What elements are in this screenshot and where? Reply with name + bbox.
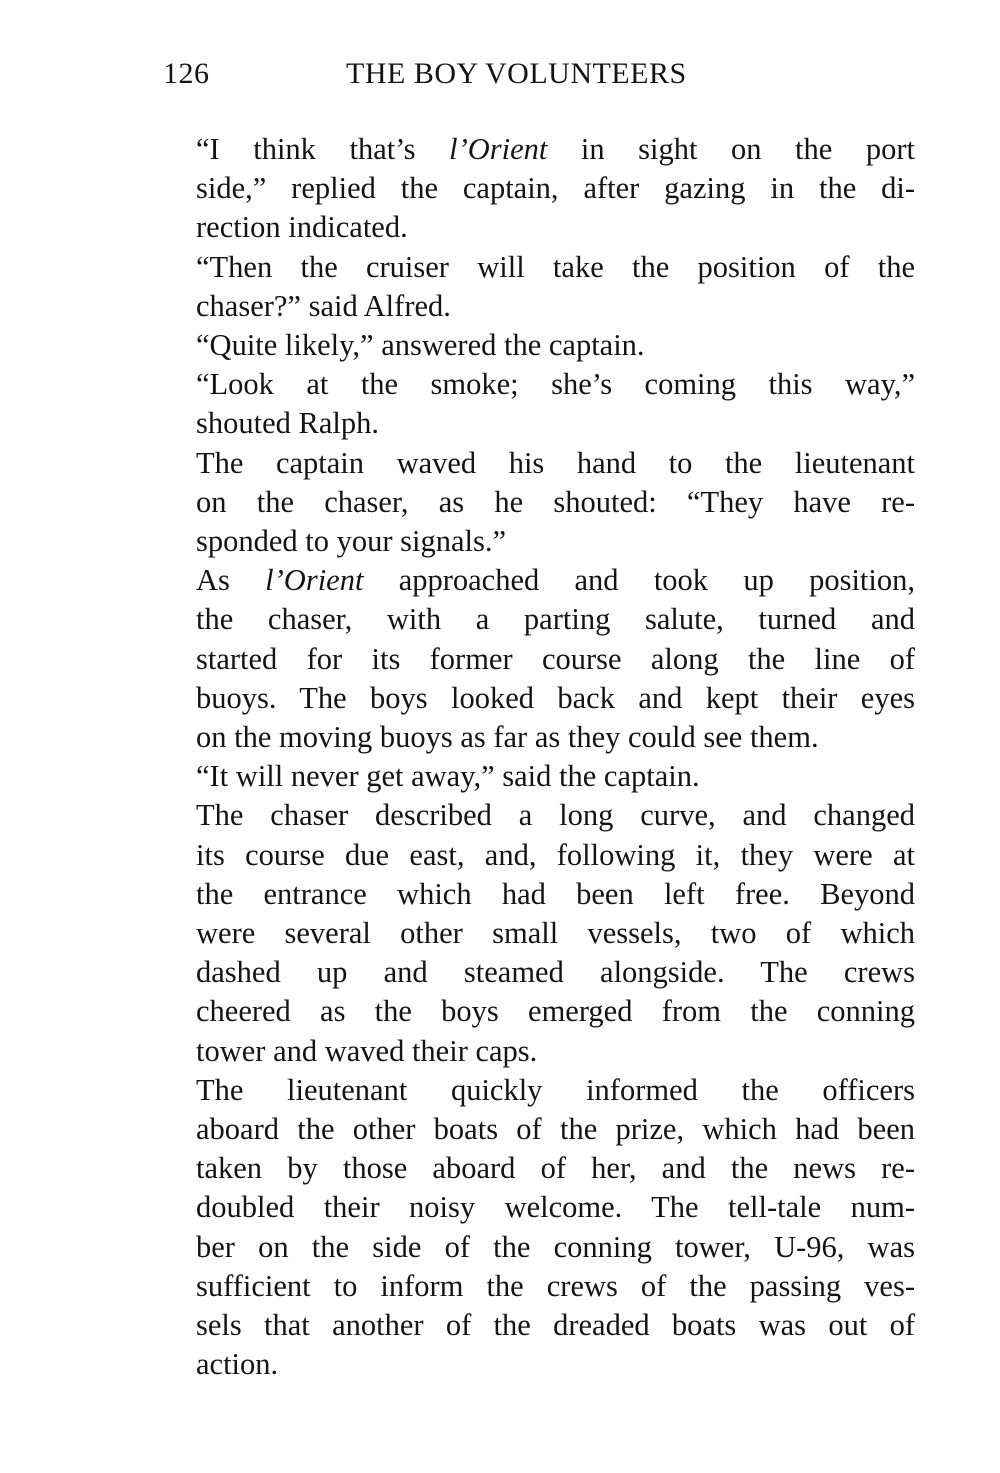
- text-line: The lieutenant quickly informed the officers: [196, 1072, 915, 1107]
- paragraph: [160, 1071, 915, 1385]
- text-line: were several other small vessels, two of which: [196, 916, 915, 951]
- text-line: tower and waved their caps.: [196, 1033, 538, 1068]
- text-line: on the moving buoys as far as they could see them.: [196, 720, 819, 755]
- book-page: [160, 52, 915, 1385]
- text-line: chaser?” said Alfred.: [196, 288, 451, 323]
- text-line: sponded to your signals.”: [196, 524, 507, 559]
- paragraph: [160, 326, 915, 365]
- paragraph: [160, 248, 915, 326]
- paragraph: [160, 130, 915, 248]
- text-line: “Look at the smoke; she’s coming this way,”: [196, 367, 915, 402]
- text-line: sels that another of the dreaded boats was out of: [196, 1308, 915, 1343]
- text-line: “Quite likely,” answered the captain.: [196, 328, 645, 363]
- running-title: THE BOY VOLUNTEERS: [346, 57, 687, 90]
- text-line: action.: [196, 1347, 279, 1382]
- text-line: the entrance which had been left free. Beyond: [196, 876, 915, 911]
- paragraph: [160, 444, 915, 562]
- text-line: taken by those aboard of her, and the news re-: [196, 1151, 915, 1186]
- text-line: The captain waved his hand to the lieutenant: [196, 445, 915, 480]
- paragraph: [160, 561, 915, 757]
- text-line: “It will never get away,” said the captain.: [196, 759, 700, 794]
- text-line: doubled their noisy welcome. The tell-tale num-: [196, 1190, 915, 1225]
- text-line: rection indicated.: [196, 210, 408, 245]
- body-text: [160, 130, 915, 1385]
- paragraph: [160, 757, 915, 796]
- text-line: started for its former course along the line of: [196, 641, 915, 676]
- text-line: aboard the other boats of the prize, which had been: [196, 1112, 915, 1147]
- text-line: buoys. The boys looked back and kept their eyes: [196, 680, 915, 715]
- text-line: the chaser, with a parting salute, turned and: [196, 602, 915, 637]
- text-line: side,” replied the captain, after gazing in the di-: [196, 171, 915, 206]
- text-line: ber on the side of the conning tower, U-96, was: [196, 1229, 915, 1264]
- text-line: its course due east, and, following it, they were at: [196, 837, 915, 872]
- paragraph: [160, 365, 915, 443]
- text-line: shouted Ralph.: [196, 406, 379, 441]
- italic-ship-name: l’Orient: [265, 563, 364, 598]
- page-number: 126: [163, 57, 210, 90]
- text-line: The chaser described a long curve, and changed: [196, 798, 915, 833]
- italic-ship-name: l’Orient: [449, 132, 548, 166]
- text-line: sufficient to inform the crews of the passing ves-: [196, 1268, 915, 1303]
- paragraph: [160, 796, 915, 1070]
- text-line: on the chaser, as he shouted: “They have re-: [196, 484, 915, 519]
- text-line: dashed up and steamed alongside. The crews: [196, 955, 915, 990]
- text-line: As l’Orient approached and took up position,: [196, 563, 915, 598]
- page-header: [160, 52, 915, 96]
- text-line: cheered as the boys emerged from the conning: [196, 994, 915, 1029]
- text-line: “Then the cruiser will take the position of the: [196, 249, 915, 284]
- text-line: “I think that’s l’Orient in sight on the port: [196, 132, 915, 166]
